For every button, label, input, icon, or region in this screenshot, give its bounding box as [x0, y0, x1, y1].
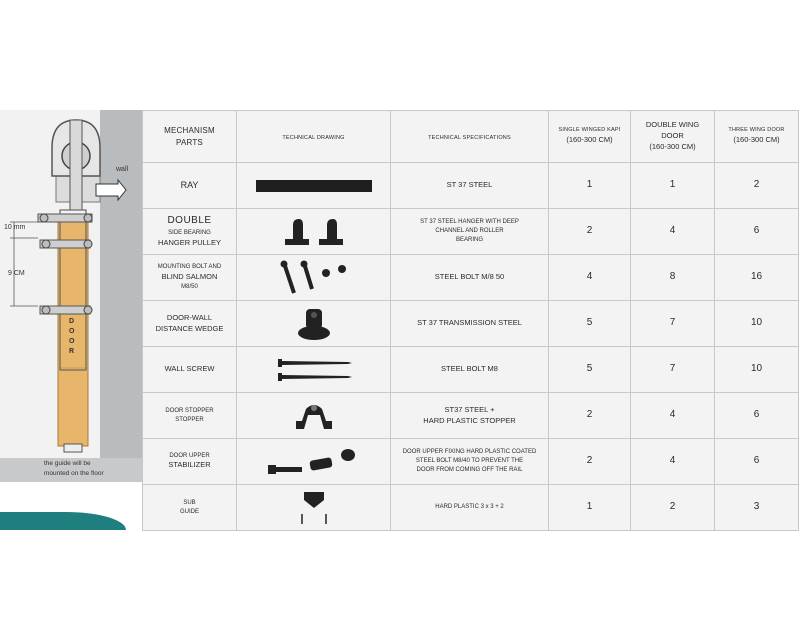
header-single: SINGLE WINGED KAPI (160-300 CM) [549, 111, 631, 163]
door-letter: O [69, 328, 75, 335]
wall-screw-drawing [237, 347, 391, 393]
qty-double: 8 [631, 255, 715, 301]
mounting-bolt-drawing [237, 255, 391, 301]
table-header-row [143, 111, 799, 163]
part-spec: ST 37 STEEL [391, 163, 549, 209]
part-spec: STEEL BOLT M8 [391, 347, 549, 393]
header-parts: MECHANISM PARTS [143, 111, 237, 163]
qty-three: 10 [715, 347, 799, 393]
guide-note-line2: mounted on the floor [44, 470, 104, 477]
qty-three: 10 [715, 301, 799, 347]
part-spec: ST37 STEEL + HARD PLASTIC STOPPER [391, 393, 549, 439]
door-mechanism-diagram [0, 110, 142, 482]
table-row [143, 485, 799, 531]
qty-three: 3 [715, 485, 799, 531]
header-drawing: TECHNICAL DRAWING [237, 111, 391, 163]
part-name: SUB GUIDE [143, 485, 237, 531]
teal-decorative-bar [0, 512, 126, 530]
part-spec: HARD PLASTIC 3 x 3 + 2 [391, 485, 549, 531]
table-row [143, 301, 799, 347]
qty-single: 5 [549, 347, 631, 393]
qty-double: 7 [631, 347, 715, 393]
guide-note-line1: the guide will be [44, 460, 91, 467]
hanger-pulley-drawing [237, 209, 391, 255]
rail-drawing [237, 163, 391, 209]
part-name: DOUBLE SIDE BEARING HANGER PULLEY [143, 209, 237, 255]
part-spec: STEEL BOLT M/8 50 [391, 255, 549, 301]
door-letter: D [69, 318, 75, 325]
qty-single: 1 [549, 163, 631, 209]
part-spec: ST 37 TRANSMISSION STEEL [391, 301, 549, 347]
qty-single: 1 [549, 485, 631, 531]
table-row [143, 209, 799, 255]
sub-guide-drawing [237, 485, 391, 531]
dimension-9cm-label: 9 CM [8, 270, 25, 277]
qty-single: 2 [549, 393, 631, 439]
table-row [143, 255, 799, 301]
qty-double: 1 [631, 163, 715, 209]
qty-double: 4 [631, 393, 715, 439]
mechanism-parts-table [142, 110, 799, 531]
qty-double: 4 [631, 209, 715, 255]
dimension-10mm-label: 10 mm [4, 224, 26, 231]
qty-double: 7 [631, 301, 715, 347]
part-name: DOOR UPPER STABILIZER [143, 439, 237, 485]
part-name: RAY [143, 163, 237, 209]
part-name: MOUNTING BOLT AND BLIND SALMON M8/50 [143, 255, 237, 301]
part-name: DOOR STOPPER STOPPER [143, 393, 237, 439]
qty-three: 6 [715, 439, 799, 485]
door-stopper-drawing [237, 393, 391, 439]
qty-three: 6 [715, 209, 799, 255]
floor-guide-shape [64, 444, 82, 452]
part-spec: DOOR UPPER FIXING HARD PLASTIC COATED STEEL BOLT M8/40 TO PREVENT THE DOOR FROM COMING OFF THE RAIL [391, 439, 549, 485]
wall-label: wall [116, 166, 129, 173]
qty-double: 2 [631, 485, 715, 531]
part-name: DOOR-WALL DISTANCE WEDGE [143, 301, 237, 347]
part-spec: ST 37 STEEL HANGER WITH DEEP CHANNEL AND ROLLER BEARING [391, 209, 549, 255]
header-three: THREE WING DOOR (160-300 CM) [715, 111, 799, 163]
door-letter: R [69, 348, 75, 355]
header-double: DOUBLE WING DOOR (160-300 CM) [631, 111, 715, 163]
table-row [143, 439, 799, 485]
table-row [143, 163, 799, 209]
table-row [143, 347, 799, 393]
table-row [143, 393, 799, 439]
part-name: WALL SCREW [143, 347, 237, 393]
qty-single: 5 [549, 301, 631, 347]
qty-single: 4 [549, 255, 631, 301]
qty-three: 6 [715, 393, 799, 439]
header-specs: TECHNICAL SPECIFICATIONS [391, 111, 549, 163]
qty-double: 4 [631, 439, 715, 485]
qty-three: 16 [715, 255, 799, 301]
qty-single: 2 [549, 439, 631, 485]
qty-three: 2 [715, 163, 799, 209]
qty-single: 2 [549, 209, 631, 255]
stabilizer-drawing [237, 439, 391, 485]
door-letter: O [69, 338, 75, 345]
distance-wedge-drawing [237, 301, 391, 347]
